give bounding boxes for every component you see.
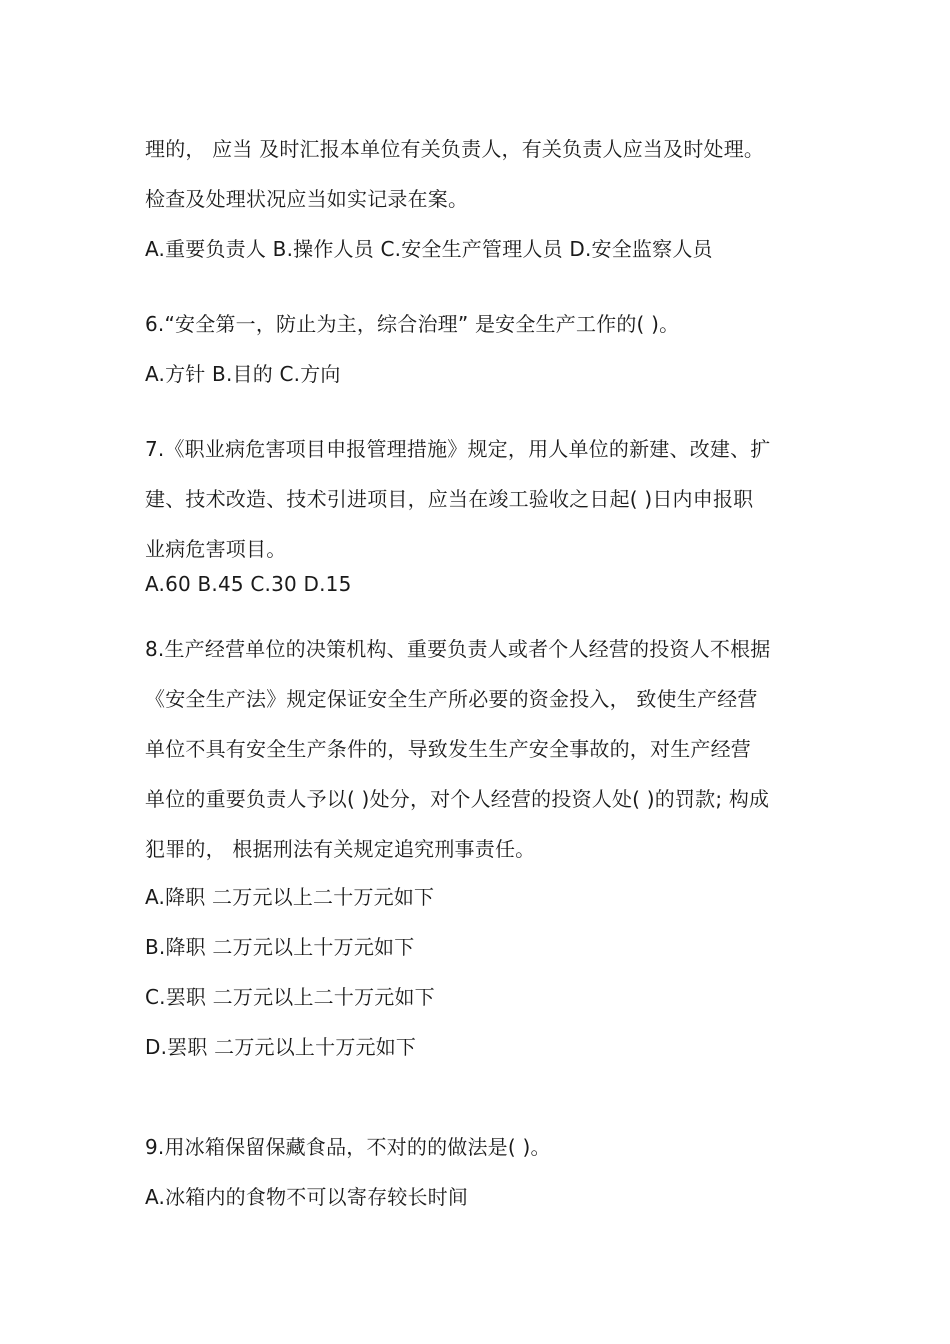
question-8-text-line-5: 犯罪的， 根据刑法有关规定追究刑事责任。	[145, 837, 536, 861]
question-5-text-line-2: 检查及处理状况应当如实记录在案。	[145, 187, 469, 211]
question-5-text-line-1: 理的， 应当 及时汇报本单位有关负责人，有关负责人应当及时处理。	[145, 137, 765, 161]
question-7-options: A.60 B.45 C.30 D.15	[145, 572, 352, 596]
question-9-option-a: A.冰箱内的食物不可以寄存较长时间	[145, 1185, 469, 1209]
question-8-option-c: C.罢职 二万元以上二十万元如下	[145, 985, 435, 1009]
question-7-text-line-1: 7.《职业病危害项目申报管理措施》规定，用人单位的新建、改建、扩	[145, 437, 771, 461]
question-9-text: 9.用冰箱保留保藏食品，不对的的做法是( )。	[145, 1135, 551, 1159]
question-7-text-line-2: 建、技术改造、技术引进项目，应当在竣工验收之日起( )日内申报职	[145, 487, 754, 511]
question-8-text-line-3: 单位不具有安全生产条件的，导致发生生产安全事故的，对生产经营	[145, 737, 751, 761]
question-8-text-line-1: 8.生产经营单位的决策机构、重要负责人或者个人经营的投资人不根据	[145, 637, 771, 661]
question-8-option-a: A.降职 二万元以上二十万元如下	[145, 885, 435, 909]
question-8-text-line-4: 单位的重要负责人予以( )处分，对个人经营的投资人处( )的罚款; 构成	[145, 787, 770, 811]
question-7-text-line-3: 业病危害项目。	[145, 537, 287, 561]
question-8-option-d: D.罢职 二万元以上十万元如下	[145, 1035, 417, 1059]
question-8-option-b: B.降职 二万元以上十万元如下	[145, 935, 415, 959]
question-6-options: A.方针 B.目的 C.方向	[145, 362, 341, 386]
question-6-text: 6.“安全第一，防止为主，综合治理” 是安全生产工作的( )。	[145, 312, 680, 336]
question-5-options: A.重要负责人 B.操作人员 C.安全生产管理人员 D.安全监察人员	[145, 237, 713, 261]
question-8-text-line-2: 《安全生产法》规定保证安全生产所必要的资金投入， 致使生产经营	[145, 687, 758, 711]
